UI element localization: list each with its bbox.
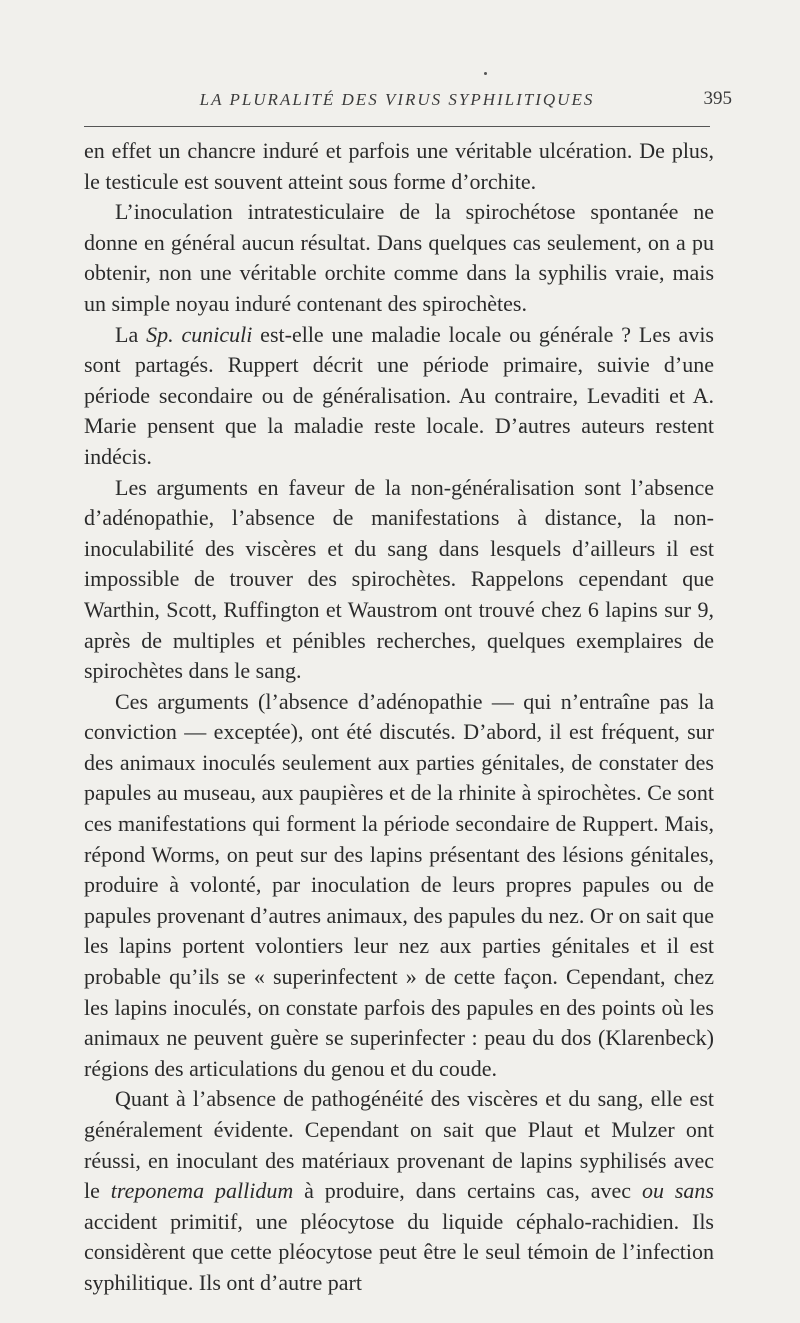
running-title: LA PLURALITÉ DES VIRUS SYPHILITIQUES (199, 90, 595, 109)
page-number: 395 (703, 88, 732, 109)
paragraph-2: L’inoculation intratesticulaire de la spirochétose spontanée ne donne en général aucun résultat. Dans quelques cas seulement, on a pu obtenir, non une véritable orchite comme dans la syphilis vraie, mais un simple noyau induré contenant des spirochètes. (84, 199, 714, 316)
body-text (84, 136, 714, 1299)
paragraph-6-text-b: à produire, dans certains cas, avec (293, 1178, 642, 1204)
paragraph-3-italic: Sp. cuniculi (146, 321, 253, 347)
paragraph-4: Les arguments en faveur de la non-généralisation sont l’absence d’adénopathie, l’absence de manifestations à distance, la non-inoculabilité des viscères et du sang dans lesquels d’ailleurs il est impossible de trouver des spirochètes. Rappelons cependant que Warthin, Scott, Ruffington et Waustrom ont trouvé chez 6 lapins sur 9, après de multiples et pénibles recherches, quelques exemplaires de spirochètes dans le sang. (84, 474, 714, 684)
page-header (84, 88, 732, 120)
print-speck (484, 72, 487, 75)
paragraph-6-italic-b: ou sans (641, 1178, 714, 1204)
paragraph-3-text-b: est-elle une maladie locale ou générale ? Les avis sont partagés. Ruppert décrit une période primaire, suivie d’une période secondaire ou de généralisation. Au contraire, Levaditi et A. Marie pensent que la maladie reste locale. D’autres auteurs restent indécis. (84, 321, 714, 469)
paragraph-6-text-a: Quant à l’absence de pathogénéité des viscères et du sang, elle est généralement évidente. Cependant on sait que Plaut et Mulzer ont réussi, en inoculant des matériaux provenant de lapins syphilisés avec le (84, 1086, 714, 1204)
paragraph-6-text-c: accident primitif, une pléocytose du liquide céphalo-rachidien. Ils considèrent que cette pléocytose peut être le seul témoin de l’infection syphilitique. Ils ont d’autre part (84, 1208, 714, 1295)
header-rule (84, 126, 710, 127)
paragraph-5: Ces arguments (l’absence d’adénopathie — qui n’entraîne pas la conviction — exceptée), ont été discutés. D’abord, il est fréquent, sur des animaux inoculés seulement aux parties génitales, de constater des papules au museau, aux paupières et de la rhinite à spirochètes. Ce sont ces manifestations qui forment la période secondaire de Ruppert. Mais, répond Worms, on peut sur des lapins présentant des lésions génitales, produire à volonté, par inoculation de leurs propres papules ou de papules provenant d’autres animaux, des papules du nez. Or on sait que les lapins portent volontiers leur nez aux parties génitales et il est probable qu’ils se « superinfectent » de cette façon. Cependant, chez les lapins inoculés, on constate parfois des papules en des points où les animaux ne peuvent guère se superinfecter : peau du dos (Klarenbeck) régions des articulations du genou et du coude. (84, 688, 714, 1081)
paragraph-6 (84, 1084, 714, 1298)
paragraph-3-text-a: La (115, 321, 147, 347)
paragraph-1: en effet un chancre induré et parfois une véritable ulcération. De plus, le testicule est souvent atteint sous forme d’orchite. (84, 138, 714, 194)
paragraph-6-italic-a: treponema pallidum (110, 1178, 294, 1204)
paragraph-3 (84, 320, 714, 473)
